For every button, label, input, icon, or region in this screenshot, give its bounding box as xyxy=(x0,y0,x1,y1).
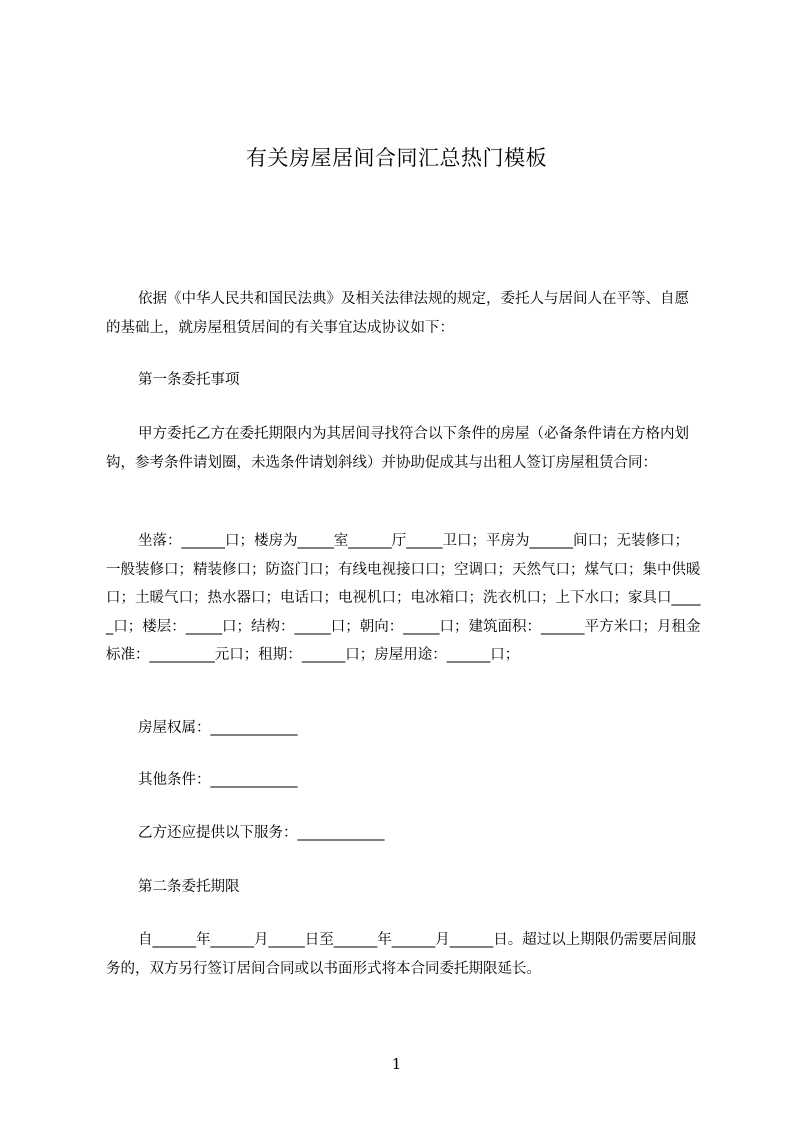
article-1-paragraph-1: 甲方委托乙方在委托期限内为其居间寻找符合以下条件的房屋（必备条件请在方格内划钩，参考条件请划圈，未选条件请划斜线）并协助促成其与出租人签订房屋租赁合同： xyxy=(106,426,689,471)
document-title: 有关房屋居间合同汇总热门模板 xyxy=(246,146,547,170)
article-2-paragraph: 自______年______月_____日至______年______月______日。超过以上期限仍需要居间服务的，双方另行签订居间合同或以书面形式将本合同委托期限延长。 xyxy=(106,932,697,977)
other-conditions-line: 其他条件：____________ xyxy=(138,772,298,788)
article-1-paragraph-2: 坐落：______口；楼房为_____室______厅_____卫口；平房为______间口；无装修口；一般装修口；精装修口；防盗门口；有线电视接口口；空调口；天然气口；煤气口；集中供暖口；土暖气口；热水器口；电话口；电视机口；电冰箱口；洗衣机口；上下水口；家具口_____口；楼层：_____口；结构：_____口；朝向：_____口；建筑面积：______平方米口；月租金标准：_________元口；租期：______口；房屋用途：______口； xyxy=(106,533,701,663)
page-number: 1 xyxy=(391,1055,402,1073)
extra-services-line: 乙方还应提供以下服务：____________ xyxy=(138,825,385,841)
article-1-heading: 第一条委托事项 xyxy=(138,372,240,388)
article-2-heading: 第二条委托期限 xyxy=(138,879,240,895)
ownership-line: 房屋权属：____________ xyxy=(138,720,298,736)
intro-paragraph: 依据《中华人民共和国民法典》及相关法律法规的规定，委托人与居间人在平等、自愿的基础上，就房屋租赁居间的有关事宜达成协议如下： xyxy=(106,291,689,336)
